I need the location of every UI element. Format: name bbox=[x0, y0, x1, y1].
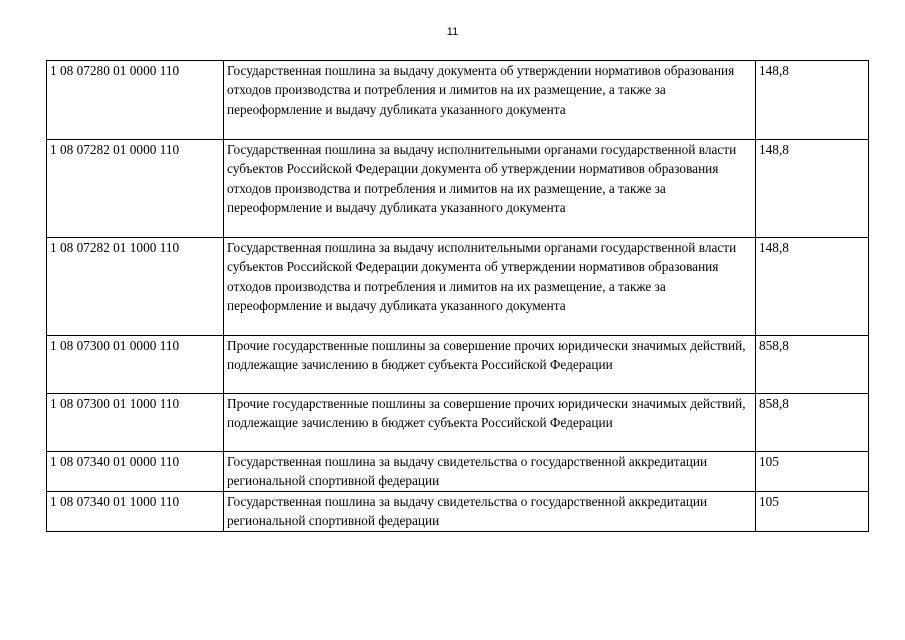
table-row bbox=[47, 61, 869, 140]
revenue-code: 1 08 07340 01 1000 110 bbox=[47, 491, 224, 531]
page-number: 11 bbox=[446, 26, 459, 38]
revenue-description: Прочие государственные пошлины за совершение прочих юридически значимых действий, подлежащие зачислению в бюджет субъекта Российской Федерации bbox=[224, 394, 756, 452]
table-row bbox=[47, 336, 869, 394]
table-row bbox=[47, 452, 869, 492]
table-row bbox=[47, 491, 869, 531]
revenue-amount: 105 bbox=[756, 491, 869, 531]
table-row bbox=[47, 140, 869, 238]
revenue-amount: 148,8 bbox=[756, 238, 869, 336]
revenue-description: Государственная пошлина за выдачу исполнительными органами государственной власти субъектов Российской Федерации документа об утверждении нормативов образования отходов производства и потребления и лимитов на их размещение, а также за переоформление и выдачу дубликата указанного документа bbox=[224, 238, 756, 336]
revenue-code: 1 08 07300 01 0000 110 bbox=[47, 336, 224, 394]
revenue-description: Государственная пошлина за выдачу свидетельства о государственной аккредитации региональной спортивной федерации bbox=[224, 452, 756, 492]
revenue-amount: 148,8 bbox=[756, 61, 869, 140]
budget-revenue-table bbox=[46, 60, 869, 532]
table-row bbox=[47, 238, 869, 336]
revenue-description: Государственная пошлина за выдачу документа об утверждении нормативов образования отходов производства и потребления и лимитов на их размещение, а также за переоформление и выдачу дубликата указанного документа bbox=[224, 61, 756, 140]
table-row bbox=[47, 394, 869, 452]
revenue-code: 1 08 07282 01 0000 110 bbox=[47, 140, 224, 238]
revenue-code: 1 08 07300 01 1000 110 bbox=[47, 394, 224, 452]
revenue-description: Государственная пошлина за выдачу исполнительными органами государственной власти субъектов Российской Федерации документа об утверждении нормативов образования отходов производства и потребления и лимитов на их размещение, а также за переоформление и выдачу дубликата указанного документа bbox=[224, 140, 756, 238]
revenue-code: 1 08 07282 01 1000 110 bbox=[47, 238, 224, 336]
revenue-description: Государственная пошлина за выдачу свидетельства о государственной аккредитации региональной спортивной федерации bbox=[224, 491, 756, 531]
revenue-amount: 858,8 bbox=[756, 394, 869, 452]
revenue-amount: 105 bbox=[756, 452, 869, 492]
revenue-description: Прочие государственные пошлины за совершение прочих юридически значимых действий, подлежащие зачислению в бюджет субъекта Российской Федерации bbox=[224, 336, 756, 394]
revenue-amount: 148,8 bbox=[756, 140, 869, 238]
revenue-amount: 858,8 bbox=[756, 336, 869, 394]
revenue-code: 1 08 07340 01 0000 110 bbox=[47, 452, 224, 492]
revenue-code: 1 08 07280 01 0000 110 bbox=[47, 61, 224, 140]
